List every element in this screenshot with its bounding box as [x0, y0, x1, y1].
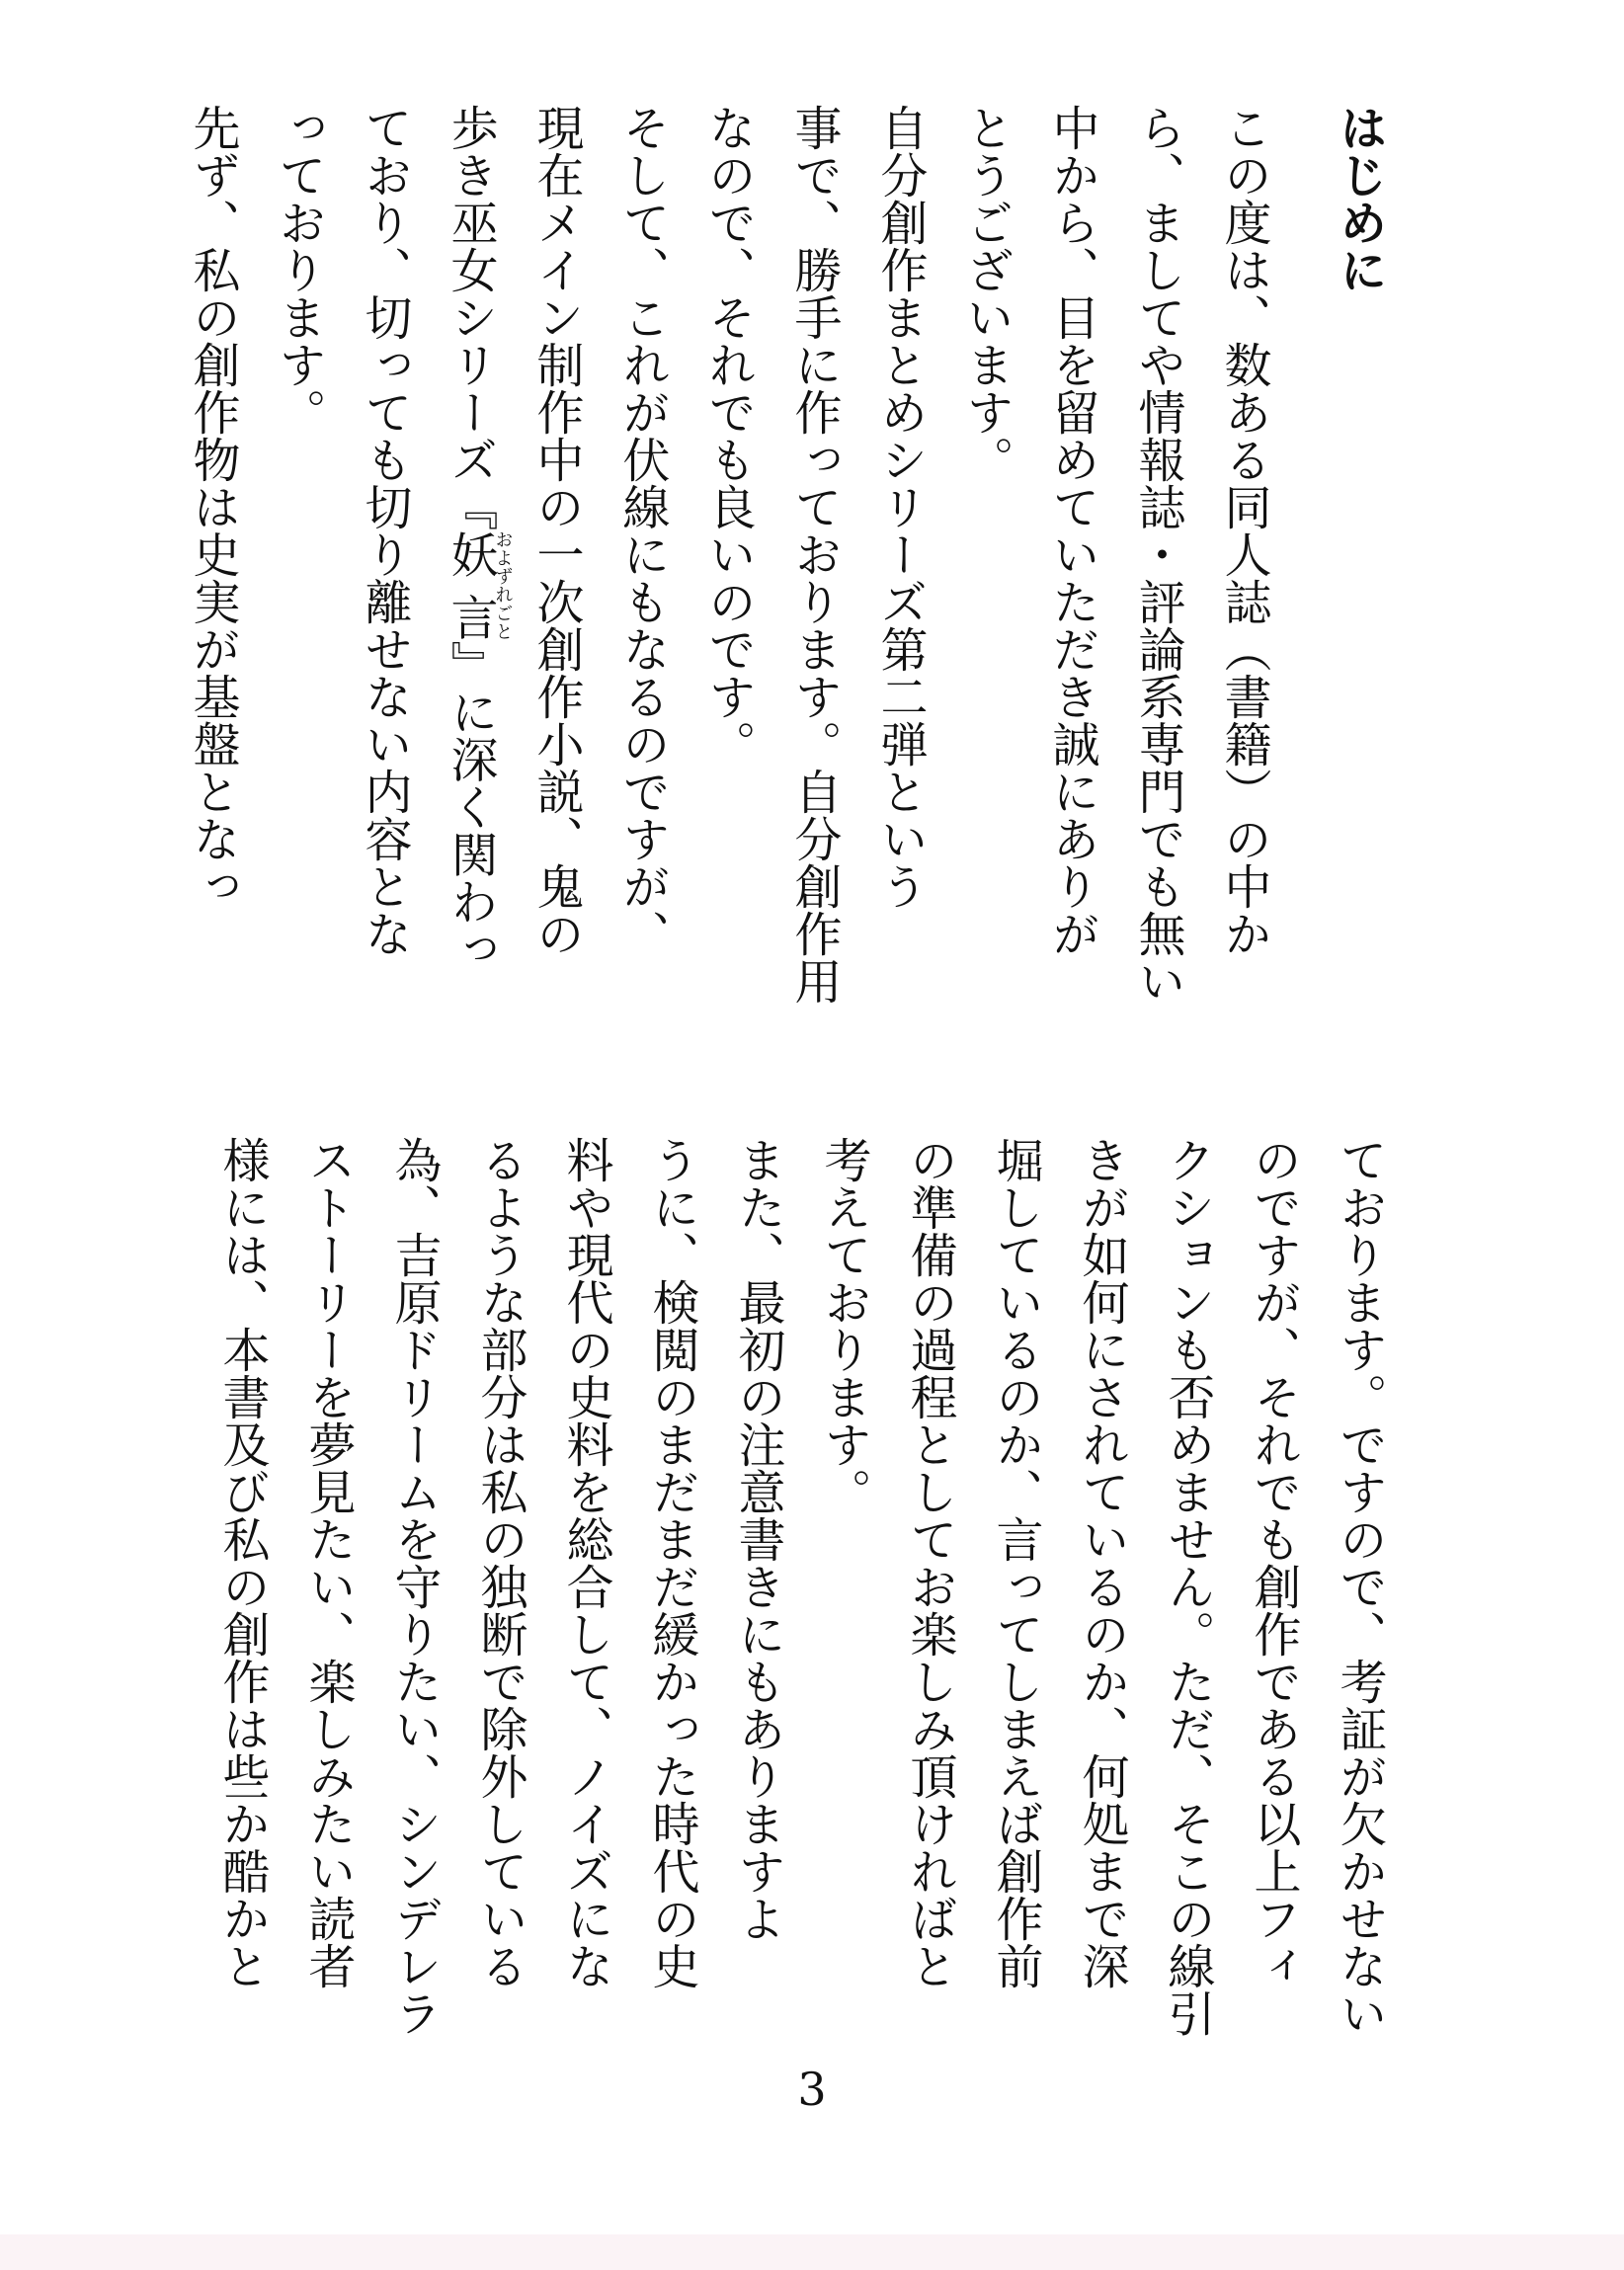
text-column-with-ruby: [427, 104, 513, 1101]
text-column: ており、切っても切り離せない内容とな: [357, 104, 412, 957]
text-column: この度は、数ある同人誌（書籍）の中か: [1216, 104, 1271, 957]
text-column: の準備の過程としてお楽しみ頂ければと: [902, 1136, 957, 1989]
text-column: っております。: [271, 104, 326, 436]
text-column: ら、ましてや情報誌・評論系専門でも無い: [1130, 104, 1185, 1005]
text-column: とうございます。: [958, 104, 1014, 483]
text-column: 自分創作まとめシリーズ第二弾という: [872, 104, 928, 910]
text-column: クションも否めません。ただ、そこの線引: [1160, 1136, 1215, 2037]
text-column: 様には、本書及び私の創作は些か酷かと: [214, 1136, 270, 1989]
text-column: るような部分は私の独断で除外している: [472, 1136, 528, 1989]
section-heading: はじめに: [1332, 104, 1387, 293]
text-column: ストーリーを夢見たい、楽しみたい読者: [300, 1136, 356, 1989]
upper-text-block: [185, 104, 1402, 1101]
text-column: 現在メイン制作中の一次創作小説、鬼の: [528, 104, 584, 957]
text-column: そして、これが伏線にもなるのですが、: [614, 104, 670, 957]
ruby-reading: およずれごと: [492, 530, 514, 641]
text-column: 堀しているのか、言ってしまえば創作前: [988, 1136, 1043, 1989]
ruby-line-before: 歩き巫女シリーズ『: [443, 104, 498, 530]
lower-text-block: [214, 1136, 1402, 2134]
text-column: ております。ですので、考証が欠かせない: [1332, 1136, 1387, 2037]
viewer-bottom-strip: [0, 2234, 1624, 2270]
text-column: 事で、勝手に作っております。自分創作用: [786, 104, 842, 1005]
text-column: うに、検閲のまだまだ緩かった時代の史: [644, 1136, 699, 1989]
text-column: 為、吉原ドリームを守りたい、シンデレラ: [386, 1136, 442, 2037]
text-column: 中から、目を留めていただき誠にありが: [1044, 104, 1099, 957]
page-number: 3: [797, 2063, 827, 2116]
text-column: 先ず、私の創作物は史実が基盤となっ: [185, 104, 240, 910]
text-column: なので、それでも良いのです。: [700, 104, 756, 768]
text-column: 考えております。: [816, 1136, 871, 1515]
ruby-base: 妖 言: [443, 530, 498, 641]
ruby-line-after: 』に深く関わっ: [443, 640, 498, 973]
text-column: また、最初の注意書きにもありますよ: [730, 1136, 785, 1942]
text-column: のですが、それでも創作である以上フィ: [1246, 1136, 1301, 1989]
text-column: きが如何にされているのか、何処まで深: [1074, 1136, 1129, 1989]
text-column: 料や現代の史料を総合して、ノイズにな: [558, 1136, 613, 1989]
ruby-word: [443, 530, 514, 641]
